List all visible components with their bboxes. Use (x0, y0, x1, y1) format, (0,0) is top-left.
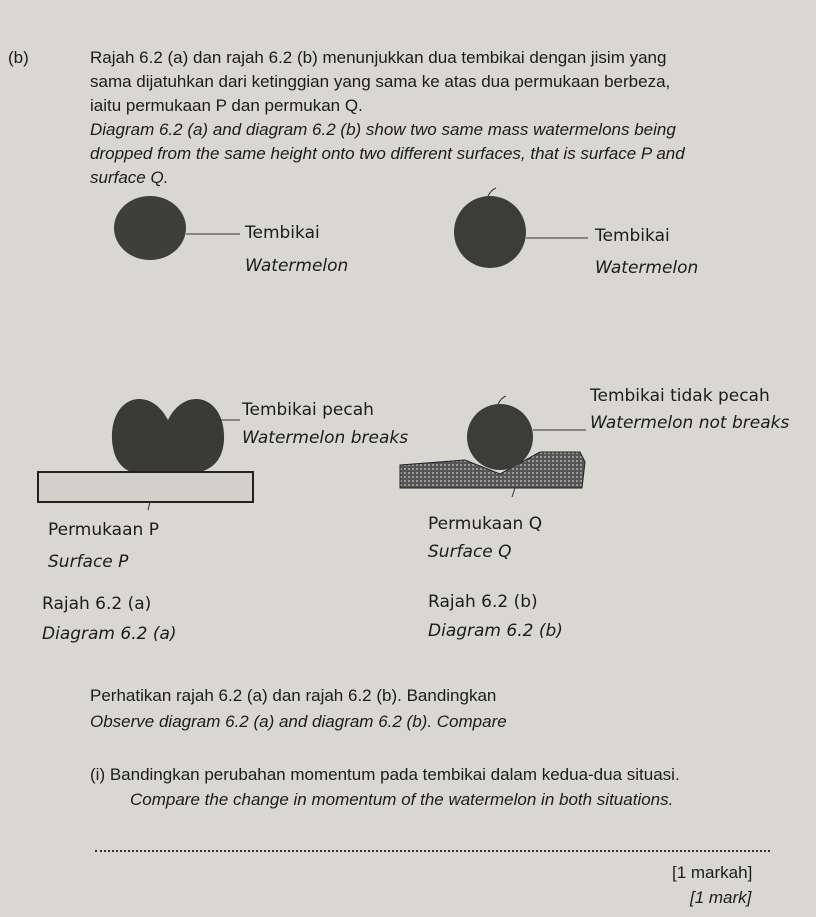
surface-q-en: Surface Q (428, 542, 512, 562)
intact-label-ms: Tembikai tidak pecah (590, 386, 770, 406)
intro-en-1: Diagram 6.2 (a) and diagram 6.2 (b) show two same mass watermelons being (90, 120, 676, 139)
surface-p (38, 472, 253, 510)
part-i-ms: (i) Bandingkan perubahan momentum pada tembikai dalam kedua-dua situasi. (90, 765, 680, 784)
surface-p-en: Surface P (48, 552, 129, 572)
intro-en-2: dropped from the same height onto two different surfaces, that is surface P and (90, 144, 685, 163)
intact-label-en: Watermelon not breaks (590, 413, 790, 433)
surface-p-ms: Permukaan P (48, 520, 159, 540)
marks-ms: [1 markah] (672, 863, 753, 882)
marks-en: [1 mark] (690, 888, 752, 907)
top-right-label-en: Watermelon (595, 258, 699, 278)
broken-watermelon (112, 399, 240, 475)
watermelon-top-right (454, 188, 588, 268)
intro-ms-1: Rajah 6.2 (a) dan rajah 6.2 (b) menunjukkan dua tembikai dengan jisim yang (90, 48, 667, 67)
caption-a-ms: Rajah 6.2 (a) (42, 594, 152, 614)
surface-q-ms: Permukaan Q (428, 514, 543, 534)
question-label: (b) (8, 48, 29, 67)
caption-b-en: Diagram 6.2 (b) (428, 621, 563, 641)
broken-label-en: Watermelon breaks (242, 428, 409, 448)
caption-b-ms: Rajah 6.2 (b) (428, 592, 538, 612)
observe-ms: Perhatikan rajah 6.2 (a) dan rajah 6.2 (b). Bandingkan (90, 686, 497, 705)
caption-a-en: Diagram 6.2 (a) (42, 624, 177, 644)
intro-ms-2: sama dijatuhkan dari ketinggian yang sama ke atas dua permukaan berbeza, (90, 72, 671, 91)
intro-ms-3: iaitu permukaan P dan permukan Q. (90, 96, 363, 115)
top-left-label-en: Watermelon (245, 256, 349, 276)
intro-en-3: surface Q. (90, 168, 169, 187)
watermelon-top-left (114, 196, 240, 260)
broken-label-ms: Tembikai pecah (242, 400, 374, 420)
observe-en: Observe diagram 6.2 (a) and diagram 6.2 (b). Compare (90, 712, 507, 731)
top-left-label-ms: Tembikai (245, 223, 320, 243)
part-i-en: Compare the change in momentum of the watermelon in both situations. (130, 790, 674, 809)
top-right-label-ms: Tembikai (595, 226, 670, 246)
answer-line[interactable] (95, 850, 770, 852)
